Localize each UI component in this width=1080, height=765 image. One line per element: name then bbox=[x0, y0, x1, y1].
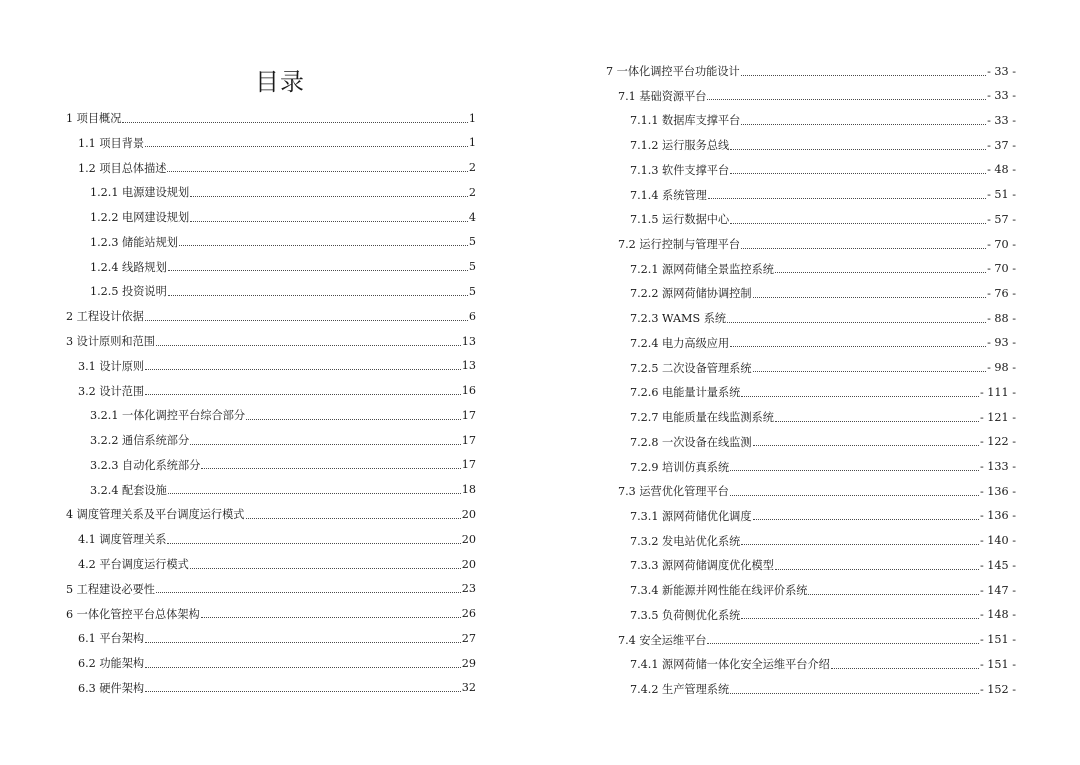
toc-entry-label: 4 调度管理关系及平台调度运行模式 bbox=[66, 508, 245, 522]
toc-entry[interactable] bbox=[618, 236, 1016, 252]
toc-entry-label: 6.2 功能架构 bbox=[78, 657, 145, 671]
toc-entry[interactable] bbox=[78, 630, 476, 646]
toc-entry-page: - 140 - bbox=[979, 534, 1016, 548]
toc-entry[interactable] bbox=[630, 508, 1016, 524]
toc-leader-dots bbox=[730, 223, 986, 224]
toc-entry[interactable] bbox=[630, 409, 1016, 425]
toc-entry-label: 7.2.7 电能质量在线监测系统 bbox=[630, 411, 774, 425]
toc-entry-page: 20 bbox=[461, 532, 476, 546]
toc-entry-page: 5 bbox=[468, 260, 476, 274]
toc-entry-label: 7.3.1 源网荷储优化调度 bbox=[630, 509, 752, 523]
toc-entry[interactable] bbox=[90, 184, 476, 200]
toc-leader-dots bbox=[707, 99, 986, 100]
toc-leader-dots bbox=[167, 543, 460, 544]
toc-leader-dots bbox=[730, 470, 979, 471]
toc-entry-page: - 152 - bbox=[979, 682, 1016, 696]
toc-leader-dots bbox=[201, 468, 460, 469]
toc-entry[interactable] bbox=[630, 162, 1016, 178]
toc-entry-page: 1 bbox=[468, 136, 476, 150]
toc-entry[interactable] bbox=[66, 606, 476, 622]
toc-leader-dots bbox=[753, 445, 979, 446]
toc-entry[interactable] bbox=[630, 335, 1016, 351]
toc-entry-page: 29 bbox=[461, 656, 476, 670]
toc-entry-page: 20 bbox=[461, 507, 476, 521]
toc-entry-page: - 33 - bbox=[987, 89, 1016, 103]
toc-entry-label: 3 设计原则和范围 bbox=[66, 335, 155, 349]
toc-entry[interactable] bbox=[78, 556, 476, 572]
toc-entry[interactable] bbox=[78, 531, 476, 547]
toc-entry-label: 1.2.2 电网建设规划 bbox=[90, 211, 190, 225]
toc-entry-label: 1.2.1 电源建设规划 bbox=[90, 186, 190, 200]
toc-entry-page: 18 bbox=[461, 483, 476, 497]
toc-entry[interactable] bbox=[630, 285, 1016, 301]
toc-entry[interactable] bbox=[90, 407, 476, 423]
toc-entry-label: 7.1.4 系统管理 bbox=[630, 188, 707, 202]
toc-entry[interactable] bbox=[78, 680, 476, 696]
toc-entry-label: 7.2.3 WAMS 系统 bbox=[630, 312, 727, 326]
toc-entry[interactable] bbox=[630, 112, 1016, 128]
toc-entry[interactable] bbox=[78, 383, 476, 399]
toc-leader-dots bbox=[145, 320, 468, 321]
toc-entry-page: 13 bbox=[461, 359, 476, 373]
toc-entry-label: 5 工程建设必要性 bbox=[66, 582, 155, 596]
toc-entry-label: 7.1 基础资源平台 bbox=[618, 89, 707, 103]
toc-entry-page: - 151 - bbox=[979, 633, 1016, 647]
toc-leader-dots bbox=[775, 421, 979, 422]
toc-entry[interactable] bbox=[66, 110, 476, 126]
toc-leader-dots bbox=[708, 198, 986, 199]
toc-entry-page: 16 bbox=[461, 384, 476, 398]
toc-entry-page: - 98 - bbox=[987, 361, 1016, 375]
toc-entry-label: 4.2 平台调度运行模式 bbox=[78, 558, 189, 572]
toc-entry[interactable] bbox=[630, 187, 1016, 203]
toc-entry-label: 7.3.2 发电站优化系统 bbox=[630, 534, 741, 548]
toc-entry-label: 7.4 安全运维平台 bbox=[618, 633, 707, 647]
toc-entry-page: 5 bbox=[468, 284, 476, 298]
toc-entry[interactable] bbox=[90, 457, 476, 473]
toc-leader-dots bbox=[741, 618, 979, 619]
toc-leader-dots bbox=[190, 444, 461, 445]
toc-entry-page: - 33 - bbox=[987, 64, 1016, 78]
toc-leader-dots bbox=[741, 75, 986, 76]
toc-entry[interactable] bbox=[66, 308, 476, 324]
toc-entry-page: - 57 - bbox=[987, 212, 1016, 226]
toc-entry-label: 7.2.4 电力高级应用 bbox=[630, 336, 730, 350]
toc-leader-dots bbox=[808, 594, 979, 595]
toc-entry[interactable] bbox=[630, 137, 1016, 153]
toc-entry[interactable] bbox=[606, 63, 1016, 79]
toc-entry[interactable] bbox=[90, 283, 476, 299]
toc-entry-page: 2 bbox=[468, 185, 476, 199]
toc-leader-dots bbox=[168, 493, 461, 494]
toc-entry-label: 1 项目概况 bbox=[66, 112, 122, 125]
toc-entry-page: 2 bbox=[468, 161, 476, 175]
toc-entry-label: 3.2.4 配套设施 bbox=[90, 483, 167, 497]
toc-entry-label: 7.1.3 软件支撑平台 bbox=[630, 163, 730, 177]
toc-leader-dots bbox=[168, 270, 468, 271]
toc-entry-page: 17 bbox=[461, 433, 476, 447]
toc-leader-dots bbox=[145, 394, 461, 395]
toc-entry[interactable] bbox=[618, 88, 1016, 104]
toc-entry[interactable] bbox=[90, 209, 476, 225]
toc-entry-label: 3.1 设计原则 bbox=[78, 359, 145, 373]
toc-entry-label: 7.3 运营优化管理平台 bbox=[618, 485, 729, 499]
toc-entry-label: 7.1.2 运行服务总线 bbox=[630, 139, 730, 153]
toc-entry-label: 3.2.2 通信系统部分 bbox=[90, 434, 190, 448]
toc-entry[interactable] bbox=[90, 259, 476, 275]
toc-leader-dots bbox=[145, 369, 461, 370]
toc-entry-page: 23 bbox=[461, 582, 476, 596]
toc-entry-label: 7.2.2 源网荷储协调控制 bbox=[630, 287, 752, 301]
toc-entry-page: - 33 - bbox=[987, 113, 1016, 127]
toc-entry[interactable] bbox=[66, 506, 476, 522]
toc-leader-dots bbox=[753, 371, 987, 372]
toc-entry-label: 7.2.1 源网荷储全景监控系统 bbox=[630, 262, 774, 276]
toc-entry[interactable] bbox=[630, 434, 1016, 450]
toc-leader-dots bbox=[190, 196, 468, 197]
toc-entry[interactable] bbox=[90, 432, 476, 448]
toc-entry-label: 3.2 设计范围 bbox=[78, 384, 145, 398]
toc-entry-page: 6 bbox=[468, 309, 476, 323]
toc-entry[interactable] bbox=[630, 656, 1016, 672]
toc-entry[interactable] bbox=[66, 333, 476, 349]
toc-entry-label: 7.3.3 源网荷储调度优化模型 bbox=[630, 559, 774, 573]
toc-leader-dots bbox=[190, 221, 468, 222]
toc-entry-page: - 76 - bbox=[987, 286, 1016, 300]
toc-entry-label: 7 一体化调控平台功能设计 bbox=[606, 65, 740, 78]
toc-leader-dots bbox=[741, 544, 979, 545]
toc-entry-label: 1.1 项目背景 bbox=[78, 136, 145, 150]
toc-entry-label: 7.3.4 新能源并网性能在线评价系统 bbox=[630, 584, 808, 598]
toc-entry-label: 1.2.5 投资说明 bbox=[90, 285, 167, 299]
toc-entry-page: - 136 - bbox=[979, 484, 1016, 498]
toc-entry-page: - 147 - bbox=[979, 583, 1016, 597]
toc-entry[interactable] bbox=[618, 632, 1016, 648]
toc-entry-label: 7.4.1 源网荷储一体化安全运维平台介绍 bbox=[630, 658, 830, 672]
toc-entry-label: 6 一体化管控平台总体架构 bbox=[66, 607, 200, 621]
toc-entry[interactable] bbox=[630, 533, 1016, 549]
toc-entry-label: 7.2.8 一次设备在线监测 bbox=[630, 435, 752, 449]
toc-leader-dots bbox=[730, 495, 979, 496]
toc-entry-page: - 133 - bbox=[979, 460, 1016, 474]
toc-leader-dots bbox=[730, 173, 986, 174]
toc-entry-page: - 111 - bbox=[979, 385, 1016, 399]
toc-entry-label: 7.1.1 数据库支撑平台 bbox=[630, 114, 741, 128]
toc-entry-label: 3.2.1 一体化调控平台综合部分 bbox=[90, 409, 246, 423]
toc-entry[interactable] bbox=[630, 360, 1016, 376]
toc-leader-dots bbox=[156, 345, 461, 346]
toc-leader-dots bbox=[707, 643, 978, 644]
toc-entry[interactable] bbox=[78, 655, 476, 671]
toc-entry-label: 1.2 项目总体描述 bbox=[78, 161, 167, 175]
toc-entry-label: 7.2.6 电能量计量系统 bbox=[630, 386, 741, 400]
toc-entry-page: - 121 - bbox=[979, 410, 1016, 424]
toc-leader-dots bbox=[167, 171, 467, 172]
toc-entry-page: - 148 - bbox=[979, 608, 1016, 622]
toc-leader-dots bbox=[122, 122, 467, 123]
toc-entry-page: 4 bbox=[468, 210, 476, 224]
toc-entry-page: - 70 - bbox=[987, 237, 1016, 251]
toc-entry-label: 7.3.5 负荷侧优化系统 bbox=[630, 608, 741, 622]
toc-entry-page: 5 bbox=[468, 235, 476, 249]
toc-entry-page: 17 bbox=[461, 458, 476, 472]
toc-leader-dots bbox=[741, 396, 979, 397]
toc-leader-dots bbox=[753, 519, 979, 520]
toc-entry-label: 6.1 平台架构 bbox=[78, 632, 145, 646]
toc-entry-page: - 48 - bbox=[987, 163, 1016, 177]
toc-leader-dots bbox=[775, 272, 986, 273]
toc-leader-dots bbox=[145, 146, 468, 147]
toc-entry-label: 7.2.5 二次设备管理系统 bbox=[630, 361, 752, 375]
toc-leader-dots bbox=[190, 568, 461, 569]
toc-leader-dots bbox=[741, 124, 986, 125]
toc-leader-dots bbox=[179, 245, 468, 246]
toc-entry[interactable] bbox=[630, 261, 1016, 277]
toc-entry[interactable] bbox=[630, 459, 1016, 475]
toc-leader-dots bbox=[753, 297, 987, 298]
toc-page-right bbox=[540, 0, 1080, 765]
toc-entry-page: - 51 - bbox=[987, 188, 1016, 202]
toc-entry-page: 17 bbox=[461, 408, 476, 422]
toc-leader-dots bbox=[156, 592, 461, 593]
toc-entry[interactable] bbox=[618, 483, 1016, 499]
toc-entry[interactable] bbox=[90, 482, 476, 498]
toc-entry-label: 7.2 运行控制与管理平台 bbox=[618, 238, 741, 252]
toc-entry[interactable] bbox=[630, 310, 1016, 326]
toc-leader-dots bbox=[741, 248, 986, 249]
toc-leader-dots bbox=[145, 667, 461, 668]
toc-entry[interactable] bbox=[78, 358, 476, 374]
toc-leader-dots bbox=[831, 668, 979, 669]
toc-leader-dots bbox=[145, 642, 461, 643]
toc-leader-dots bbox=[201, 617, 461, 618]
toc-entry-page: - 88 - bbox=[987, 311, 1016, 325]
toc-entry[interactable] bbox=[630, 384, 1016, 400]
toc-leader-dots bbox=[730, 346, 986, 347]
toc-entry-page: - 136 - bbox=[979, 509, 1016, 523]
toc-leader-dots bbox=[246, 518, 461, 519]
toc-entry-label: 1.2.4 线路规划 bbox=[90, 260, 167, 274]
toc-entry-label: 1.2.3 储能站规划 bbox=[90, 235, 178, 249]
toc-entry-page: 20 bbox=[461, 557, 476, 571]
toc-entry-label: 2 工程设计依据 bbox=[66, 310, 144, 324]
toc-entry-page: 13 bbox=[461, 334, 476, 348]
toc-entry-label: 7.1.5 运行数据中心 bbox=[630, 213, 730, 227]
toc-entry[interactable] bbox=[630, 607, 1016, 623]
toc-entry[interactable] bbox=[630, 557, 1016, 573]
toc-entry-page: - 122 - bbox=[979, 435, 1016, 449]
toc-entry-page: 32 bbox=[461, 681, 476, 695]
toc-leader-dots bbox=[730, 693, 979, 694]
toc-entry[interactable] bbox=[66, 581, 476, 597]
toc-entry-label: 6.3 硬件架构 bbox=[78, 681, 145, 695]
toc-leader-dots bbox=[168, 295, 468, 296]
toc-entry-label: 7.4.2 生产管理系统 bbox=[630, 683, 730, 696]
toc-entry-page: - 70 - bbox=[987, 262, 1016, 276]
toc-entry-page: - 37 - bbox=[987, 138, 1016, 152]
toc-entry-label: 3.2.3 自动化系统部分 bbox=[90, 458, 201, 472]
toc-leader-dots bbox=[727, 322, 986, 323]
toc-entry[interactable] bbox=[630, 681, 1016, 697]
toc-entry-page: - 151 - bbox=[979, 657, 1016, 671]
toc-entry[interactable] bbox=[630, 211, 1016, 227]
toc-title: 目录 bbox=[255, 68, 305, 96]
toc-entry[interactable] bbox=[90, 234, 476, 250]
toc-entry[interactable] bbox=[78, 135, 476, 151]
toc-entry[interactable] bbox=[630, 582, 1016, 598]
toc-entry-page: 26 bbox=[461, 607, 476, 621]
toc-entry-page: 1 bbox=[468, 111, 476, 125]
toc-entry-page: - 93 - bbox=[987, 336, 1016, 350]
toc-entry-page: - 145 - bbox=[979, 558, 1016, 572]
toc-entry-label: 7.2.9 培训仿真系统 bbox=[630, 460, 730, 474]
toc-leader-dots bbox=[730, 149, 986, 150]
toc-leader-dots bbox=[145, 691, 461, 692]
toc-entry[interactable] bbox=[78, 160, 476, 176]
toc-entry-page: 27 bbox=[461, 631, 476, 645]
toc-entry-label: 4.1 调度管理关系 bbox=[78, 533, 167, 547]
toc-leader-dots bbox=[246, 419, 461, 420]
toc-leader-dots bbox=[775, 569, 979, 570]
